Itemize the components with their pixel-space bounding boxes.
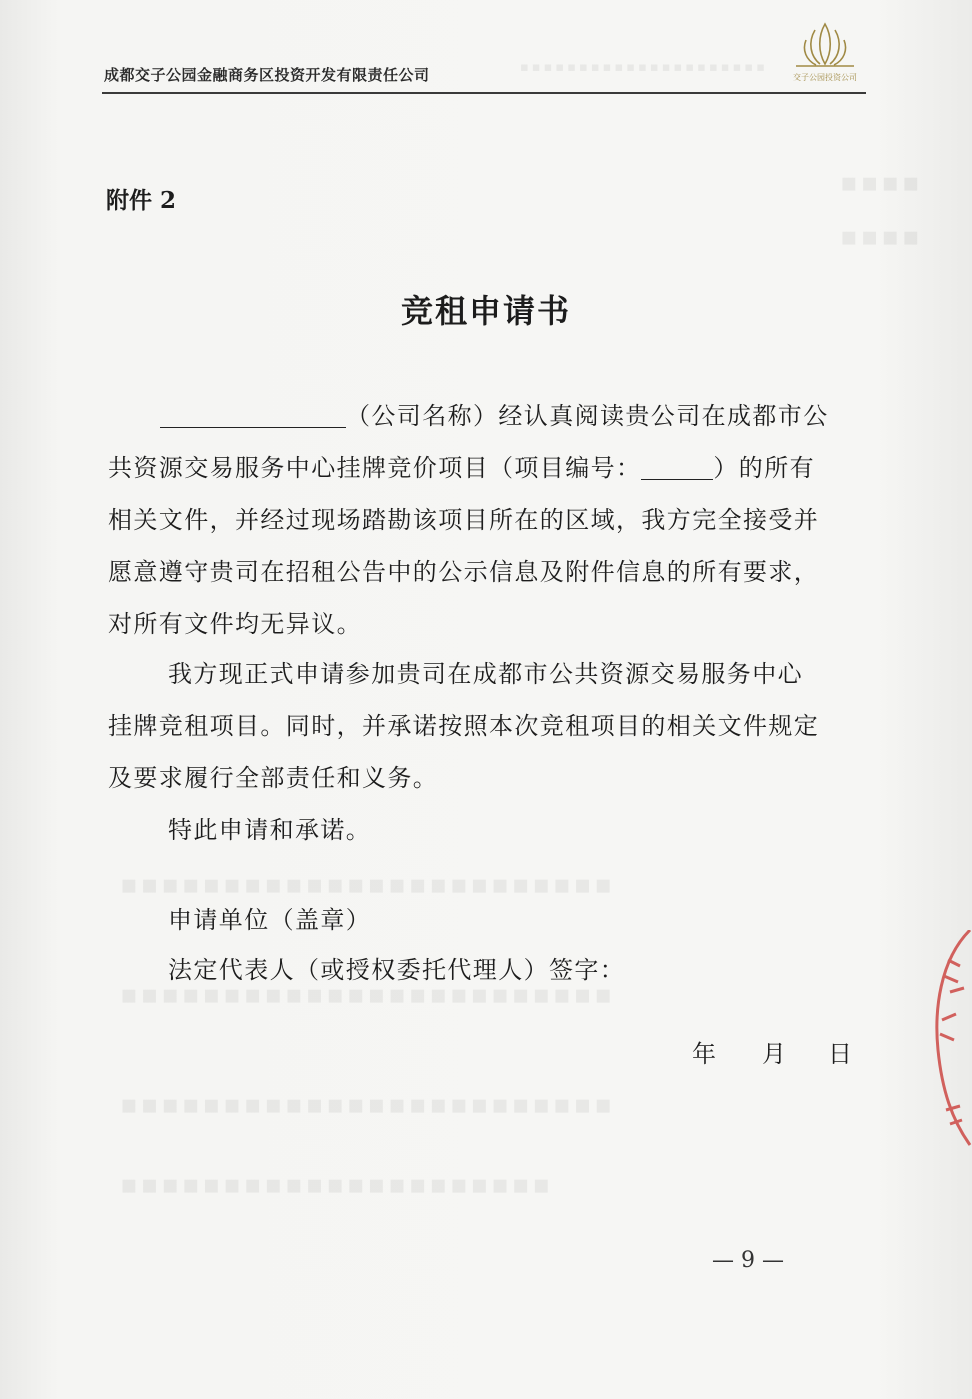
company-logo bbox=[782, 16, 868, 86]
bleed-through-text: ▪▪▪▪▪▪▪▪▪▪▪▪▪▪▪▪▪▪▪▪▪▪▪▪ bbox=[120, 1090, 615, 1120]
bleed-through-text: ▪▪▪▪ bbox=[840, 168, 923, 198]
bleed-through-text: ▪▪▪▪▪▪▪▪▪▪▪▪▪▪▪▪▪▪▪▪▪ bbox=[520, 60, 769, 75]
date-year-label: 年 bbox=[692, 1040, 716, 1068]
page-number: — 9 — bbox=[712, 1248, 784, 1273]
header-divider bbox=[102, 92, 866, 94]
bleed-through-text: ▪▪▪▪▪▪▪▪▪▪▪▪▪▪▪▪▪▪▪▪▪ bbox=[120, 1170, 554, 1200]
paragraph-line: 挂牌竞租项目。同时，并承诺按照本次竞租项目的相关文件规定 bbox=[108, 712, 820, 740]
paragraph-text: （公司名称）经认真阅读贵公司在成都市公 bbox=[346, 402, 829, 430]
company-name-blank bbox=[160, 427, 346, 428]
applicant-seal-label: 申请单位（盖章） bbox=[168, 906, 372, 934]
representative-signature-label: 法定代表人（或授权委托代理人）签字： bbox=[168, 956, 626, 984]
header-company-name: 成都交子公园金融商务区投资开发有限责任公司 bbox=[104, 66, 430, 84]
paragraph-line: 对所有文件均无异议。 bbox=[108, 610, 362, 638]
paragraph-line: 特此申请和承诺。 bbox=[168, 816, 372, 844]
date-line bbox=[692, 1034, 852, 1069]
paragraph-line: 我方现正式申请参加贵司在成都市公共资源交易服务中心 bbox=[168, 660, 803, 688]
paragraph-line: 相关文件，并经过现场踏勘该项目所在的区域，我方完全接受并 bbox=[108, 506, 820, 534]
bleed-through-text: ▪▪▪▪ bbox=[840, 222, 923, 252]
logo-caption: 交子公园投资公司 bbox=[793, 73, 857, 82]
project-number-blank bbox=[641, 479, 713, 480]
paragraph-text: ）的所有 bbox=[713, 454, 816, 482]
date-day-label: 日 bbox=[828, 1040, 852, 1068]
paragraph-line bbox=[108, 448, 815, 483]
document-title: 竞租申请书 bbox=[400, 292, 571, 330]
date-month-label: 月 bbox=[762, 1040, 786, 1068]
red-seal-stamp-icon bbox=[930, 930, 972, 1150]
paragraph-text: 共资源交易服务中心挂牌竞价项目（项目编号： bbox=[108, 454, 642, 482]
bleed-through-text: ▪▪▪▪▪▪▪▪▪▪▪▪▪▪▪▪▪▪▪▪▪▪▪▪ bbox=[120, 870, 615, 900]
annex-label: 附件 2 bbox=[106, 187, 177, 214]
bleed-through-text: ▪▪▪▪▪▪▪▪▪▪▪▪▪▪▪▪▪▪▪▪▪▪▪▪ bbox=[120, 980, 615, 1010]
paragraph-line: 愿意遵守贵司在招租公告中的公示信息及附件信息的所有要求， bbox=[108, 558, 820, 586]
paragraph-line: 及要求履行全部责任和义务。 bbox=[108, 764, 439, 792]
lotus-logo-icon bbox=[782, 16, 868, 72]
paragraph-line bbox=[160, 396, 829, 431]
